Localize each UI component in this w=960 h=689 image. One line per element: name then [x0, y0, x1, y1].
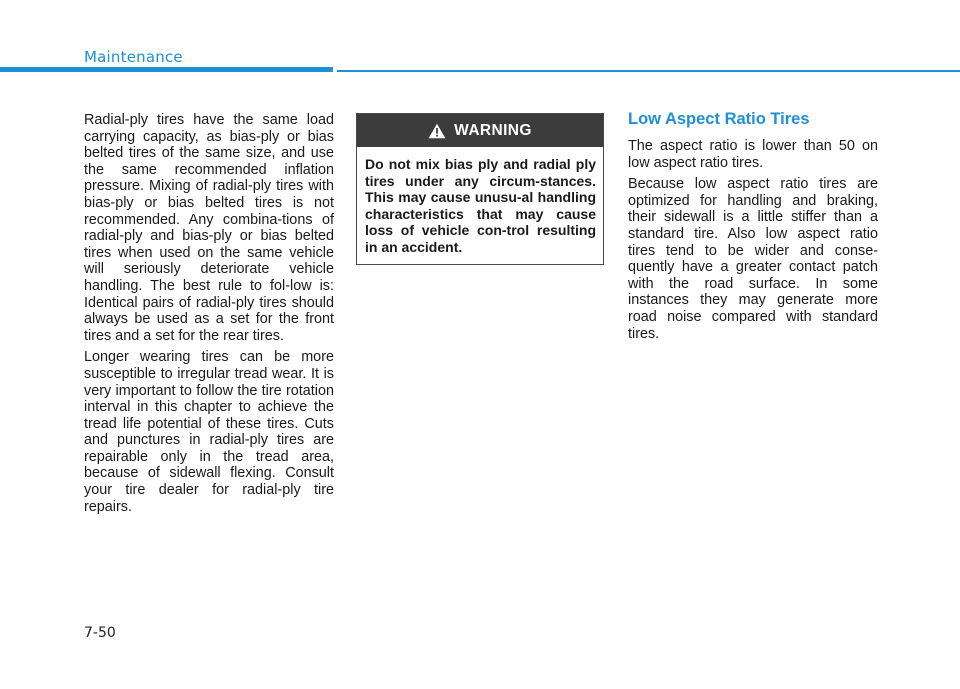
- warning-label: WARNING: [454, 121, 532, 139]
- warning-text: Do not mix bias ply and radial ply tires under any circum-stances. This may cause unusu-al handling characteristics that may cause loss of vehicle con-trol resulting in an accident.: [365, 156, 596, 255]
- header-rule-thin: [337, 70, 960, 72]
- warning-header: [357, 114, 603, 147]
- page-number: 7-50: [84, 625, 116, 641]
- section-title: Maintenance: [84, 48, 183, 66]
- left-column: [84, 112, 334, 520]
- paragraph-longer-wearing: Longer wearing tires can be more susceptible to irregular tread wear. It is very important to follow the tire rotation interval in this chapter to achieve the tread life potential of these tires. Cuts and punctures in radial-ply tires are repairable only in the tread area, because of sidewall flexing. Consult your tire dealer for radial-ply tire repairs.: [84, 349, 334, 515]
- heading-low-aspect-ratio: Low Aspect Ratio Tires: [628, 110, 810, 128]
- header-rule-thick: [0, 67, 333, 72]
- warning-triangle-icon: [428, 123, 446, 139]
- warning-box: [356, 113, 604, 265]
- paragraph-low-aspect-benefits: Because low aspect ratio tires are optimized for handling and braking, their sidewall is a little stiffer than a standard tire. Also low aspect ratio tires tend to be wider and conse-quently have a greater contact patch with the road surface. In some instances they may generate more road noise compared with standard tires.: [628, 176, 878, 342]
- paragraph-aspect-ratio: The aspect ratio is lower than 50 on low aspect ratio tires.: [628, 138, 878, 171]
- right-column: [628, 138, 878, 347]
- paragraph-radial-ply: Radial-ply tires have the same load carrying capacity, as bias-ply or bias belted tires of the same size, and use the same recommended inflation pressure. Mixing of radial-ply tires with bias-ply or bias belted tires is not recommended. Any combina-tions of radial-ply and bias-ply or bias belted tires when used on the same vehicle will seriously deteriorate vehicle handling. The best rule to fol-low is: Identical pairs of radial-ply tires should always be used as a set for the front tires and a set for the rear tires.: [84, 112, 334, 344]
